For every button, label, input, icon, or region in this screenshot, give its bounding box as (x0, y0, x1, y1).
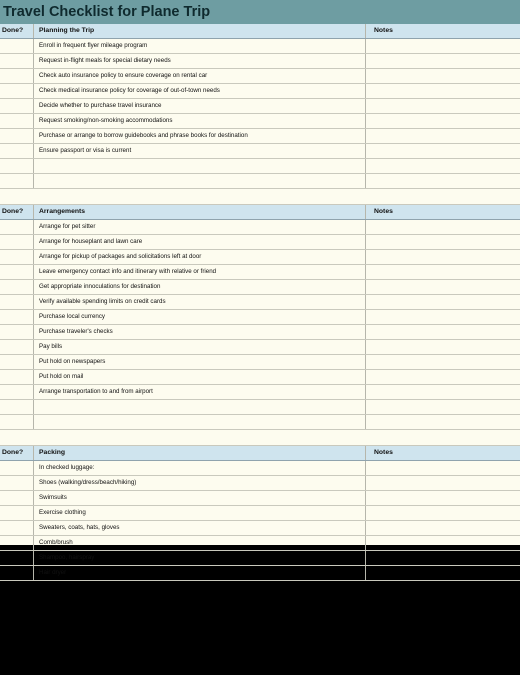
notes-cell[interactable] (366, 39, 520, 53)
table-row (0, 174, 520, 189)
task-cell[interactable] (34, 174, 366, 188)
task-cell[interactable]: Arrange for pet sitter (34, 220, 366, 234)
table-row (0, 99, 520, 114)
task-cell[interactable]: Pay bills (34, 340, 366, 354)
done-cell[interactable] (0, 551, 34, 565)
notes-column-header: Notes (374, 208, 393, 215)
table-row (0, 506, 520, 521)
task-cell[interactable]: Put hold on newspapers (34, 355, 366, 369)
notes-cell[interactable] (366, 385, 520, 399)
task-cell[interactable]: In checked luggage: (34, 461, 366, 475)
task-cell[interactable]: Arrange for houseplant and lawn care (34, 235, 366, 249)
done-cell[interactable] (0, 250, 34, 264)
section (0, 205, 520, 446)
table-row (0, 385, 520, 400)
task-cell[interactable]: Request in-flight meals for special dietary needs (34, 54, 366, 68)
done-cell[interactable] (0, 295, 34, 309)
task-cell[interactable]: Leave emergency contact info and itinerary with relative or friend (34, 265, 366, 279)
done-cell[interactable] (0, 355, 34, 369)
table-row (0, 69, 520, 84)
done-cell[interactable] (0, 461, 34, 475)
table-row (0, 265, 520, 280)
table-row (0, 370, 520, 385)
section-header-row (0, 24, 520, 39)
notes-cell[interactable] (366, 536, 520, 550)
task-cell[interactable]: Shampoo, hairspray (34, 551, 366, 565)
done-cell[interactable] (0, 114, 34, 128)
done-cell[interactable] (0, 129, 34, 143)
table-row (0, 310, 520, 325)
notes-cell[interactable] (366, 521, 520, 535)
table-row (0, 340, 520, 355)
table-row (0, 280, 520, 295)
done-cell[interactable] (0, 400, 34, 414)
done-cell[interactable] (0, 220, 34, 234)
done-cell[interactable] (0, 385, 34, 399)
notes-cell[interactable] (366, 280, 520, 294)
table-row (0, 476, 520, 491)
section-spacer (0, 189, 520, 205)
section (0, 24, 520, 205)
section-heading: Packing (34, 446, 366, 460)
notes-cell[interactable] (366, 129, 520, 143)
done-cell[interactable] (0, 340, 34, 354)
table-row (0, 566, 520, 581)
notes-cell[interactable] (366, 84, 520, 98)
table-row (0, 536, 520, 551)
table-row (0, 250, 520, 265)
notes-cell[interactable] (366, 250, 520, 264)
task-cell[interactable]: Decide whether to purchase travel insurance (34, 99, 366, 113)
task-cell[interactable] (34, 159, 366, 173)
notes-cell[interactable] (366, 144, 520, 158)
notes-cell[interactable] (366, 566, 520, 580)
done-cell[interactable] (0, 521, 34, 535)
task-cell[interactable]: Check auto insurance policy to ensure coverage on rental car (34, 69, 366, 83)
done-cell[interactable] (0, 174, 34, 188)
task-cell[interactable]: Purchase traveler's checks (34, 325, 366, 339)
table-row (0, 220, 520, 235)
done-cell[interactable] (0, 370, 34, 384)
section-heading: Planning the Trip (34, 24, 366, 38)
table-row (0, 461, 520, 476)
task-cell[interactable] (34, 400, 366, 414)
notes-cell[interactable] (366, 174, 520, 188)
notes-cell[interactable] (366, 220, 520, 234)
done-cell[interactable] (0, 69, 34, 83)
done-cell[interactable] (0, 280, 34, 294)
task-cell[interactable]: Sweaters, coats, hats, gloves (34, 521, 366, 535)
done-cell[interactable] (0, 54, 34, 68)
table-row (0, 415, 520, 430)
task-cell[interactable]: Purchase local currency (34, 310, 366, 324)
done-cell[interactable] (0, 476, 34, 490)
notes-cell[interactable] (366, 506, 520, 520)
task-cell[interactable]: Ensure passport or visa is current (34, 144, 366, 158)
done-cell[interactable] (0, 491, 34, 505)
section-header-row (0, 205, 520, 220)
task-cell[interactable]: Get appropriate innoculations for destination (34, 280, 366, 294)
notes-cell[interactable] (366, 355, 520, 369)
task-cell[interactable]: Request smoking/non-smoking accommodations (34, 114, 366, 128)
table-row (0, 491, 520, 506)
done-cell[interactable] (0, 310, 34, 324)
done-cell[interactable] (0, 506, 34, 520)
task-cell[interactable]: Purchase or arrange to borrow guidebooks and phrase books for destination (34, 129, 366, 143)
done-cell[interactable] (0, 159, 34, 173)
done-cell[interactable] (0, 566, 34, 580)
task-cell[interactable]: Hair dryer (34, 566, 366, 580)
table-row (0, 129, 520, 144)
done-cell[interactable] (0, 265, 34, 279)
table-row (0, 235, 520, 250)
notes-cell[interactable] (366, 159, 520, 173)
notes-cell[interactable] (366, 295, 520, 309)
table-row (0, 521, 520, 536)
table-row (0, 144, 520, 159)
section-header-row (0, 446, 520, 461)
checklist-sections (0, 24, 520, 581)
table-row (0, 295, 520, 310)
table-row (0, 159, 520, 174)
notes-column-header: Notes (374, 449, 393, 456)
task-cell[interactable]: Enroll in frequent flyer mileage program (34, 39, 366, 53)
done-cell[interactable] (0, 235, 34, 249)
notes-cell[interactable] (366, 340, 520, 354)
done-cell[interactable] (0, 39, 34, 53)
section-heading: Arrangements (34, 205, 366, 219)
done-cell[interactable] (0, 144, 34, 158)
done-column-header: Done? (0, 24, 34, 38)
table-row (0, 114, 520, 129)
done-cell[interactable] (0, 415, 34, 429)
notes-cell[interactable] (366, 265, 520, 279)
table-row (0, 39, 520, 54)
done-cell[interactable] (0, 325, 34, 339)
notes-cell[interactable] (366, 400, 520, 414)
notes-cell[interactable] (366, 99, 520, 113)
task-cell[interactable]: Arrange for pickup of packages and solicitations left at door (34, 250, 366, 264)
notes-column-header: Notes (374, 27, 393, 34)
notes-cell[interactable] (366, 310, 520, 324)
task-cell[interactable]: Swimsuits (34, 491, 366, 505)
task-cell[interactable]: Exercise clothing (34, 506, 366, 520)
done-column-header: Done? (0, 446, 34, 460)
notes-cell[interactable] (366, 54, 520, 68)
task-cell[interactable]: Shoes (walking/dress/beach/hiking) (34, 476, 366, 490)
section (0, 446, 520, 581)
notes-cell[interactable] (366, 461, 520, 475)
notes-cell[interactable] (366, 551, 520, 565)
task-cell[interactable]: Check medical insurance policy for coverage of out-of-town needs (34, 84, 366, 98)
done-column-header: Done? (0, 205, 34, 219)
notes-cell[interactable] (366, 235, 520, 249)
table-row (0, 551, 520, 566)
table-row (0, 54, 520, 69)
notes-cell[interactable] (366, 114, 520, 128)
notes-cell[interactable] (366, 415, 520, 429)
task-cell[interactable] (34, 415, 366, 429)
notes-cell[interactable] (366, 491, 520, 505)
table-row (0, 400, 520, 415)
task-cell[interactable]: Arrange transportation to and from airport (34, 385, 366, 399)
table-row (0, 325, 520, 340)
done-cell[interactable] (0, 84, 34, 98)
table-row (0, 355, 520, 370)
notes-cell[interactable] (366, 325, 520, 339)
task-cell[interactable]: Comb/brush (34, 536, 366, 550)
notes-cell[interactable] (366, 69, 520, 83)
notes-cell[interactable] (366, 370, 520, 384)
table-row (0, 84, 520, 99)
notes-cell[interactable] (366, 476, 520, 490)
task-cell[interactable]: Verify available spending limits on credit cards (34, 295, 366, 309)
page-title: Travel Checklist for Plane Trip (0, 0, 520, 24)
task-cell[interactable]: Put hold on mail (34, 370, 366, 384)
done-cell[interactable] (0, 536, 34, 550)
section-spacer (0, 430, 520, 446)
done-cell[interactable] (0, 99, 34, 113)
